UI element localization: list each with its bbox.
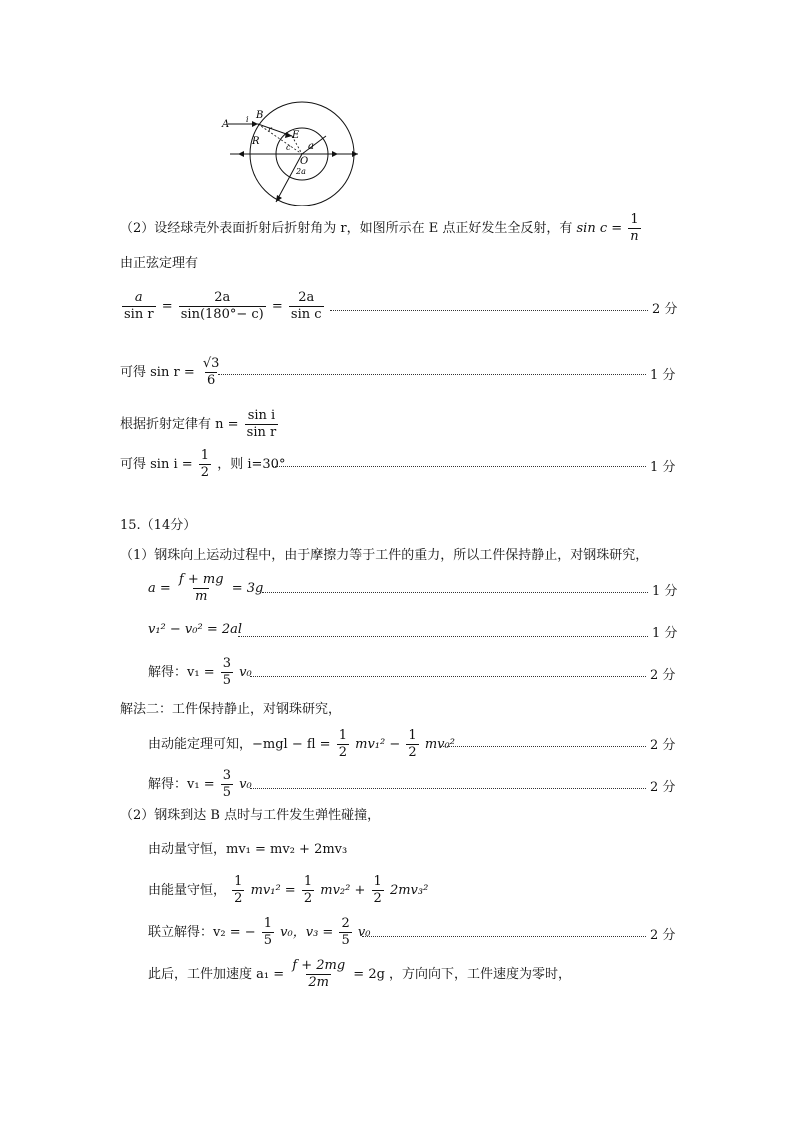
leader-eq1 (330, 310, 648, 311)
leader-accel (262, 592, 648, 593)
q15-heading: 15.（14分） (120, 518, 197, 533)
label-O: O (300, 156, 309, 167)
label-c: c (286, 143, 291, 152)
label-r: r (268, 125, 272, 134)
energy-theorem: 由动能定理可知，−mgl − fl = $\frac{1}{2}$ mv₁² − $\frac{1}{2}$ mv₀² (148, 728, 455, 760)
q15-part1-text: （1）钢珠向上运动过程中，由于摩擦力等于工件的重力，所以工件保持静止，对钢珠研究， (120, 548, 649, 563)
score-accel: 1 分 (652, 584, 678, 599)
part2-intro: （2）设经球壳外表面折射后折射角为 r，如图所示在 E 点正好发生全反射，有 sin c = $\frac{1}{n}$ (120, 212, 639, 244)
sine-law-equation: $\frac{a}{\text{sin r}}$ = $\frac{2a}{\sin(180^\circ- c)}$ = $\frac{2a}{\text{sin c}}$ (124, 290, 322, 322)
sinc-fraction: $\frac{1}{n}$ (630, 212, 639, 244)
refraction-law: 根据折射定律有 n = $\frac{\text{sin i}}{\text{sin r}}$ (120, 408, 277, 440)
score-eq1: 2 分 (652, 302, 678, 317)
label-a: a (308, 141, 314, 152)
leader-eq4 (272, 466, 646, 467)
score-kin: 1 分 (652, 626, 678, 641)
joint-solution: 联立解得：v₂ = − $\frac{1}{5}$ v₀，v₃ = $\frac{2}{5}$ v₀ (148, 916, 371, 948)
leader-sol1 (250, 676, 646, 677)
score-energy: 2 分 (650, 738, 676, 753)
label-i: i (246, 115, 249, 124)
method2-text: 解法二：工件保持静止，对钢珠研究， (120, 702, 342, 717)
score-eq2: 1 分 (650, 368, 676, 383)
momentum-equation: 由动量守恒，mv₁ = mv₂ + 2mv₃ (148, 842, 348, 857)
leader-kin (238, 636, 648, 637)
sine-law-text: 由正弦定理有 (120, 256, 199, 271)
score-sol1: 2 分 (650, 668, 676, 683)
label-B: B (256, 110, 264, 121)
score-sol2: 2 分 (650, 780, 676, 795)
after-collision: 此后，工件加速度 a₁ = $\frac{f + 2mg}{2m}$ = 2g ，方向向下，工件速度为零时， (148, 958, 572, 990)
score-eq4: 1 分 (650, 460, 676, 475)
leader-joint (362, 936, 646, 937)
label-R: R (252, 136, 260, 147)
q15-part2-text: （2）钢珠到达 B 点时与工件发生弹性碰撞， (120, 808, 381, 823)
leader-sol2 (250, 788, 646, 789)
energy-conservation: 由能量守恒， $\frac{1}{2}$ mv₁² = $\frac{1}{2}$ mv₂² + $\frac{1}{2}$ 2mv₃² (148, 874, 429, 906)
label-A: A (222, 119, 230, 130)
label-E: E (292, 130, 300, 141)
leader-eq2 (218, 374, 646, 375)
solution2: 解得：v₁ = $\frac{3}{5}$ v₀ (148, 768, 252, 800)
label-2a: 2a (296, 167, 306, 176)
sin-r-equation: 可得 sin r = $\frac{√3}{6}$ (120, 356, 220, 388)
leader-energy (440, 746, 646, 747)
sin-i-equation: 可得 sin i = $\frac{1}{2}$ ，则 i=30° (120, 448, 286, 480)
optics-diagram (218, 94, 368, 206)
accel-equation: a = $\frac{f + mg}{m}$ = 3g (148, 572, 264, 604)
kinematics-equation: v₁² − v₀² = 2al (148, 622, 243, 637)
score-joint: 2 分 (650, 928, 676, 943)
solution1: 解得：v₁ = $\frac{3}{5}$ v₀ (148, 656, 252, 688)
